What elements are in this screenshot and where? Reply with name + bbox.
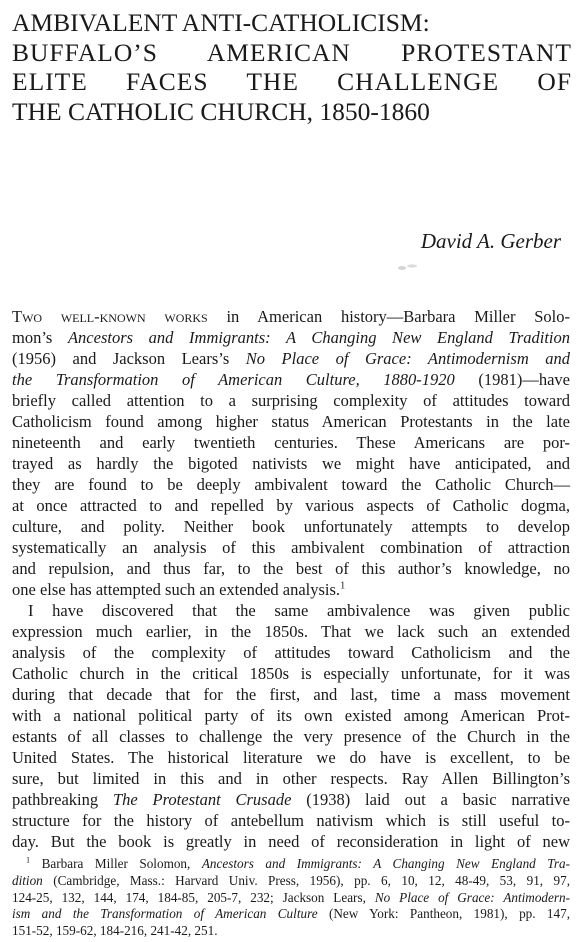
footnotes: [12, 856, 570, 940]
body-line: and repulsion, and thus far, to the best of this author’s knowledge, no: [12, 559, 570, 578]
body-line: culture, and polity. Neither book unfortunately attempts to develop: [12, 517, 570, 536]
footnote-line: dition (Cambridge, Mass.: Harvard Univ. Press, 1956), pp. 6, 10, 12, 48-49, 53, 91, 97,: [12, 872, 570, 888]
book-title-no-place-of-grace: No Place of Grace: Antimodernism and: [245, 349, 570, 368]
body-line: estants of all classes to challenge the very presence of the Church in the: [12, 727, 570, 746]
book-title-ancestors: Ancestors and Immigrants: A Changing New England Tradition: [67, 328, 570, 347]
body-line: pathbreaking The Protestant Crusade (1938) laid out a basic narrative: [12, 790, 570, 809]
body-line: mon’s Ancestors and Immigrants: A Changing New England Tradition: [12, 328, 570, 347]
footnote-line: 151-52, 159-62, 184-216, 241-42, 251.: [12, 923, 218, 939]
title-line-4: THE CATHOLIC CHURCH, 1850-1860: [12, 96, 430, 126]
opening-small-caps: Two well-known works: [12, 307, 208, 326]
print-smudge: [396, 262, 420, 272]
body-line: at once attracted to and repelled by various aspects of Catholic dogma,: [12, 496, 570, 515]
body-line: nineteenth and early twentieth centuries. These Americans are por-: [12, 433, 570, 452]
footnote-reference[interactable]: 1: [340, 580, 346, 592]
body-line: sure, but limited in this and in other respects. Ray Allen Billington’s: [12, 769, 570, 788]
footnote-line: ism and the Transformation of American Culture (New York: Pantheon, 1981), pp. 147,: [12, 906, 571, 922]
body-line: the Transformation of American Culture, 1880-1920 (1981)—have: [12, 370, 570, 389]
body-line: United States. The historical literature we do have is excellent, to be: [12, 748, 570, 767]
footnote-line: 124-25, 132, 144, 174, 184-85, 205-7, 232; Jackson Lears, No Place of Grace: Antimodern-: [12, 889, 570, 905]
body-line: expression much earlier, in the 1850s. That we lack such an extended: [12, 622, 570, 641]
body-line: briefly called attention to a surprising complexity of attitudes toward: [12, 391, 570, 410]
body-line: (1956) and Jackson Lears’s No Place of Grace: Antimodernism and: [12, 349, 570, 368]
footnote-number: 1: [26, 855, 31, 865]
title-line-1: AMBIVALENT ANTI-CATHOLICISM:: [12, 8, 430, 37]
body-line: I have discovered that the same ambivalence was given public: [28, 601, 570, 620]
body-line: analysis of the complexity of attitudes toward Catholicism and the: [12, 643, 570, 662]
article-body: [12, 306, 570, 852]
body-line: structure for the history of antebellum nativism which is still useful to-: [12, 811, 570, 830]
title-line-2: BUFFALO’S AMERICAN PROTESTANT: [12, 37, 572, 67]
body-line: with a national political party of its own existed among American Prot-: [12, 706, 570, 725]
author-byline: David A. Gerber: [420, 229, 561, 253]
body-line: trayed as hardly the bigoted nativists we might have anticipated, and: [12, 454, 570, 473]
article-title: [12, 8, 572, 126]
body-line: Catholic church in the critical 1850s is especially unfortunate, for it was: [12, 664, 570, 683]
body-line: systematically an analysis of this ambivalent combination of attraction: [12, 538, 570, 557]
body-line: Two well-known works in American history—Barbara Miller Solo-: [12, 307, 570, 326]
book-title-protestant-crusade: The Protestant Crusade: [112, 790, 292, 809]
body-line: one else has attempted such an extended analysis.$^1$: [12, 580, 346, 599]
body-line: they are found to be deeply ambivalent toward the Catholic Church—: [12, 475, 570, 494]
body-line: Catholicism found among higher status American Protestants in the late: [12, 412, 570, 431]
footnote-line: $^1$ Barbara Miller Solomon, Ancestors and Immigrants: A Changing New England Tra-: [26, 855, 571, 871]
body-line: day. But the book is greatly in need of reconsideration in light of new: [12, 832, 570, 851]
title-line-3: ELITE FACES THE CHALLENGE OF: [12, 67, 572, 96]
body-line: during that decade that for the first, and last, time a mass movement: [12, 685, 570, 704]
book-title-continued: the Transformation of American Culture, 1880-1920: [12, 370, 455, 389]
